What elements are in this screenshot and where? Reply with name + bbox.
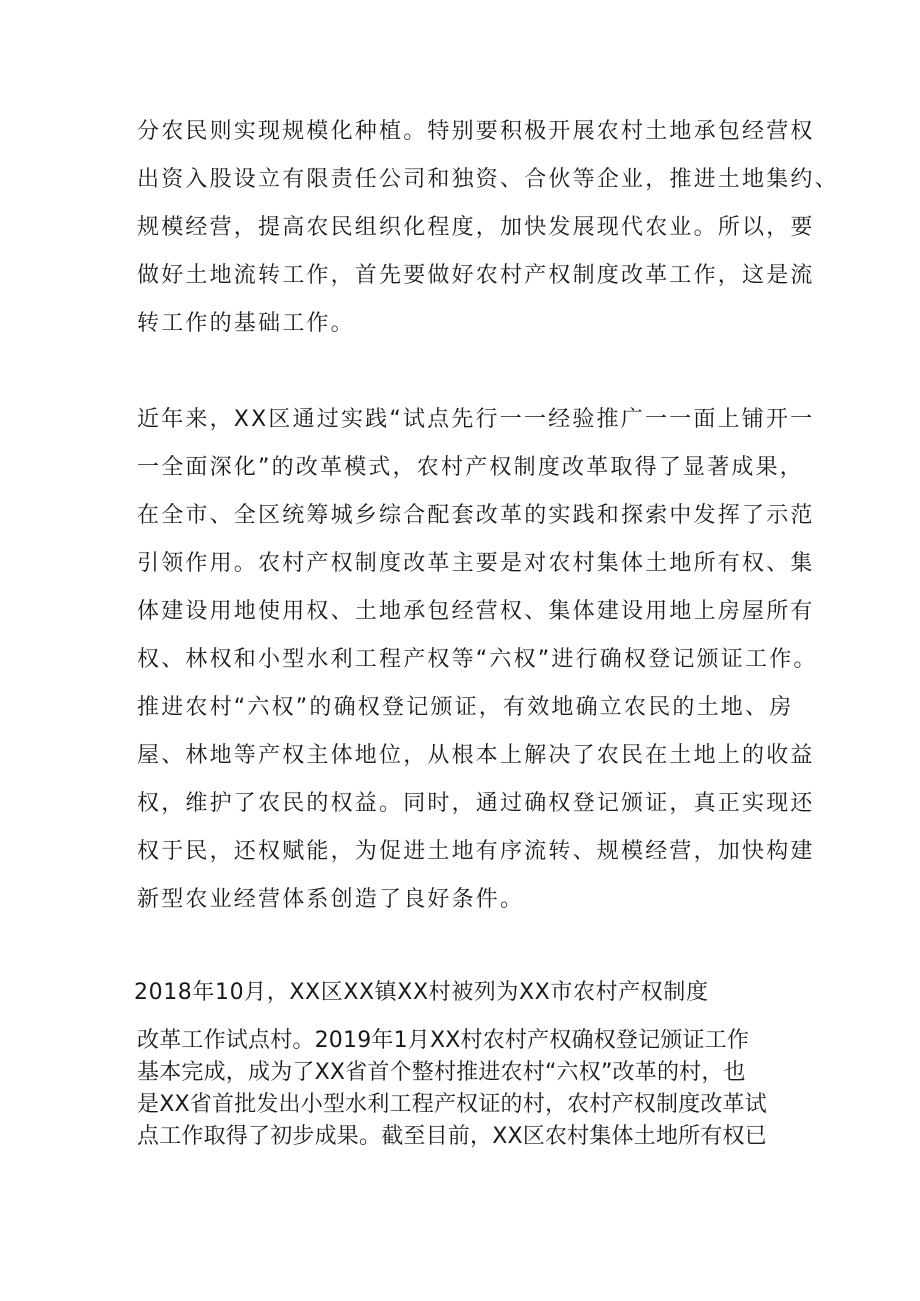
text-line: 分农民则实现规模化种植。特别要积极开展农村土地承包经营权 <box>137 119 815 144</box>
text-line: 近年来，XX区通过实践“试点先行一一经验推广一一面上铺开一 <box>137 407 815 432</box>
text-line: 改革工作试点村。2019年1月XX村农村产权确权登记颁证工作 <box>137 1028 750 1053</box>
text-line: 一全面深化”的改革模式，农村产权制度改革取得了显著成果， <box>137 455 804 480</box>
text-line: 权于民，还权赋能，为促进土地有序流转、规模经营，加快构建 <box>137 839 815 864</box>
text-line: 出资入股设立有限责任公司和独资、合伙等企业，推进土地集约、 <box>137 167 839 192</box>
text-line: 点工作取得了初步成果。截至目前，XX区农村集体土地所有权已 <box>137 1124 767 1149</box>
text-line: 引领作用。农村产权制度改革主要是对农村集体土地所有权、集 <box>137 551 815 576</box>
text-line: 基本完成，成为了XX省首个整村推进农村“六权”改革的村，也 <box>137 1060 746 1085</box>
text-line: 是XX省首批发出小型水利工程产权证的村，农村产权制度改革试 <box>137 1092 767 1117</box>
text-line: 体建设用地使用权、土地承包经营权、集体建设用地上房屋所有 <box>137 599 815 624</box>
text-line: 推进农村“六权”的确权登记颁证，有效地确立农民的土地、房 <box>137 695 794 720</box>
text-line: 屋、林地等产权主体地位，从根本上解决了农民在土地上的收益 <box>137 743 815 768</box>
text-line: 规模经营，提高农民组织化程度，加快发展现代农业。所以，要 <box>137 215 815 240</box>
text-line: 新型农业经营体系创造了良好条件。 <box>137 887 525 912</box>
text-line: 做好土地流转工作，首先要做好农村产权制度改革工作，这是流 <box>137 263 815 288</box>
text-line: 2018年10月，XX区XX镇XX村被列为XX市农村产权制度 <box>134 980 709 1005</box>
text-line: 在全市、全区统筹城乡综合配套改革的实践和探索中发挥了示范 <box>137 503 815 528</box>
text-line: 权、林权和小型水利工程产权等“六权”进行确权登记颁证工作。 <box>137 647 818 672</box>
text-line: 转工作的基础工作。 <box>137 311 355 336</box>
text-line: 权，维护了农民的权益。同时，通过确权登记颁证，真正实现还 <box>137 791 815 816</box>
